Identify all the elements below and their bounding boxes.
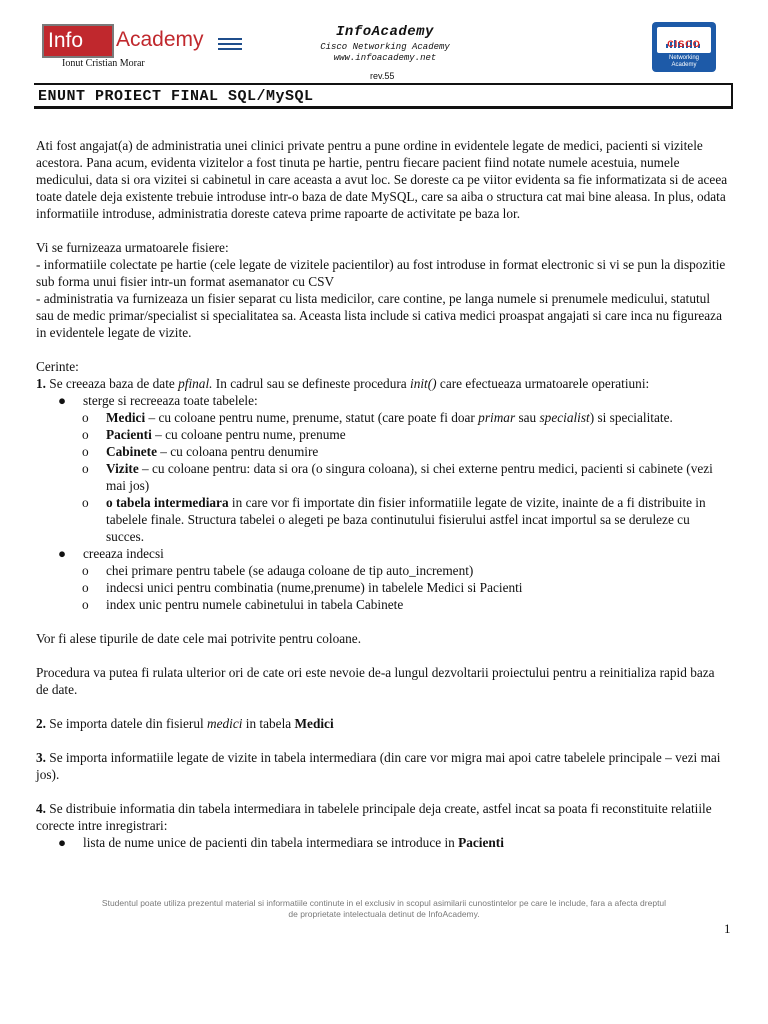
files-item-b: - administratia va furnizeaza un fisier separat cu lista medicilor, care contine, pe langa numele si prenumele medicului, statutul sau de medic primar/specialist si specialitatea sa. Aceasta lista include si cativa medici proaspat angajati si care inca nu figureaza in evidentele legate de vizite. (36, 291, 722, 340)
cisco-logo (652, 22, 716, 72)
header-url: www.infoacademy.net (333, 53, 437, 63)
procedure-paragraph: Procedura va putea fi rulata ulterior ori de cate ori este nevoie de-a lungul dezvoltarii proiectului pentru a reinitializa rapid baza de date. (36, 665, 715, 697)
list-item-pacienti: o Pacienti – cu coloane pentru nume, prenume (82, 427, 346, 442)
bullet-icon: ● (58, 546, 67, 561)
list-item-medici: o Medici – cu coloane pentru nume, prenume, statut (care poate fi doar primar sau specialist) si specialitate. (82, 410, 673, 425)
sub-bullet-icon: o (82, 427, 89, 442)
intro-paragraph: Ati fost angajat(a) de administratia unei clinici private pentru a pune ordine in evidentele legate de medici, pacienti si vizitele acestora. Pana acum, evidenta vizitelor a fost tinuta pe hartie, pentru fiecare pacient fiind notate numele acestuia, numele medicului, data si ora vizitei si cabinetul in care aceasta a avut loc. Se doreste ca pe viitor evidenta sa fie informatizata si de aceea toate datele deja existente trebuie introduse intr-o baza de date MySQL, care sa aiba o structura cat mai bine aleasa. In plus, odata informatiile introduse, administratia doreste cateva prime rapoarte de activitate pe baza lor. (36, 138, 728, 221)
revision-label: rev.55 (370, 71, 395, 81)
list-item: ● lista de nume unice de pacienti din tabela intermediara se introduce in Pacienti (58, 835, 504, 850)
files-item-a: - informatiile colectate pe hartie (cele legate de vizitele pacientilor) au fost introduse in format electronic si vi se pun la dispozitie sub forma unui fisier intr-un format asemanator cu CSV (36, 257, 726, 289)
list-item-cabinete: o Cabinete – cu coloana pentru denumire (82, 444, 319, 459)
sub-bullet-icon: o (82, 461, 89, 476)
bullet-icon: ● (58, 835, 67, 850)
sub-bullet-icon: o (82, 580, 89, 595)
logo-academy-text: Academy (116, 28, 204, 51)
logo-lines-icon (218, 38, 242, 53)
footer-line-2: de proprietate intelectuala detinut de InfoAcademy. (288, 909, 480, 919)
header-center (250, 24, 520, 63)
bullet-icon: ● (58, 393, 67, 408)
list-item-cabinet-index: o index unic pentru numele cabinetului in tabela Cabinete (82, 597, 404, 612)
requirement-3: 3. Se importa informatiile legate de vizite in tabela intermediara (din care vor migra mai apoi catre tabelele principale – vezi mai jos). (36, 750, 721, 782)
list-item-unique-indexes: o indecsi unici pentru combinatia (nume,prenume) in tabelele Medici si Pacienti (82, 580, 523, 595)
sub-bullet-icon: o (82, 597, 89, 612)
footer-notice (36, 898, 732, 920)
sub-bullet-icon: o (82, 410, 89, 425)
list-item-vizite: o Vizite – cu coloane pentru: data si ora (o singura coloana), si chei externe pentru medici, pacienti si cabinete (vezi mai jos) (82, 461, 713, 493)
footer-line-1: Studentul poate utiliza prezentul material si informatiile continute in el exclusiv in scopul asimilarii cunostintelor pe care le include, fara a afecta dreptul (101, 898, 667, 908)
document-title: ENUNT PROIECT FINAL SQL/MySQL (38, 88, 314, 105)
logo-info-text: Info (42, 24, 114, 58)
requirement-4: 4. Se distribuie informatia din tabela intermediara in tabelele principale deja create, astfel incat sa poata fi reconstituite relatiile corecte intre inregistrari: (36, 801, 712, 833)
infoacademy-logo (42, 24, 204, 58)
cisco-sub-line1: Networking (668, 55, 699, 61)
header-subtitle: Cisco Networking Academy (320, 42, 450, 52)
requirement-1: 1. Se creeaza baza de date pfinal. In cadrul sau se defineste procedura init() care efectueaza urmatoarele operatiuni: (36, 376, 650, 391)
page-number: 1 (724, 921, 731, 936)
author-name: Ionut Cristian Morar (62, 58, 145, 69)
cisco-sub-line2: Academy (671, 62, 697, 68)
sub-bullet-icon: o (82, 495, 89, 510)
sub-bullet-icon: o (82, 444, 89, 459)
sub-bullet-icon: o (82, 563, 89, 578)
list-item-intermediate: o o tabela intermediara in care vor fi importate din fisier informatiile legate de vizite, inainte de a fi distribuite in tabelele finale. Structura tabelei o alegeti pe baza continutului fisierului astfel incat importul sa se deruleze cu succes. (82, 495, 706, 544)
requirements-heading: Cerinte: (36, 359, 79, 374)
list-item: ● sterge si recreeaza toate tabelele: (58, 393, 258, 408)
document-body (36, 137, 728, 851)
requirement-2: 2. Se importa datele din fisierul medici in tabela Medici (36, 716, 334, 731)
cisco-word: CISCO (667, 39, 701, 49)
data-types-paragraph: Vor fi alese tipurile de date cele mai potrivite pentru coloane. (36, 631, 362, 646)
document-title-bar (34, 83, 733, 109)
files-intro: Vi se furnizeaza urmatoarele fisiere: (36, 240, 229, 255)
list-item: ● creeaza indecsi (58, 546, 164, 561)
header-title: InfoAcademy (336, 24, 434, 40)
list-item-primary-keys: o chei primare pentru tabele (se adauga coloane de tip auto_increment) (82, 563, 474, 578)
